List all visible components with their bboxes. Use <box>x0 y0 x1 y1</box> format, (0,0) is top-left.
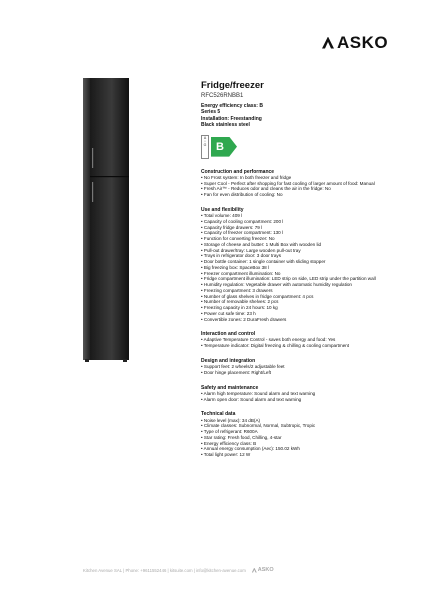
section-list <box>201 418 401 458</box>
section-construction <box>201 169 401 198</box>
list-item: • Annual energy consumption (Aec): 150.02 kWh <box>201 446 300 452</box>
product-details <box>201 80 401 458</box>
list-item: • Alarm high temperature: Sound alarm and text warning <box>201 390 316 396</box>
section-list <box>201 391 401 403</box>
footer-contact-text: Kitchen Avenue SAL | Phone: +9611552446 | kitsuite.com | info@kitchen-avenue.com <box>83 567 246 573</box>
section-list <box>201 213 401 322</box>
section-list <box>201 175 401 198</box>
section-interaction-control <box>201 331 401 349</box>
energy-scale-top: A <box>203 135 207 140</box>
list-item: • Climate classes: Subnormal, Normal, Subtropic, Tropic <box>201 423 316 429</box>
page-footer <box>83 567 393 573</box>
list-item: • Temperature indicator: Digital freezing & chilling & cooling compartment <box>201 343 350 349</box>
highlight-item: Energy efficiency class: B <box>201 103 263 109</box>
list-item: • Number of removable shelves: 2 pcs <box>201 299 279 305</box>
list-item: • Number of glass shelves in fridge compartment: 4 pcs <box>201 293 314 299</box>
highlight-item: Series 5 <box>201 109 221 116</box>
section-list <box>201 364 401 376</box>
energy-label <box>201 135 401 159</box>
footer-brand-logo <box>252 567 274 573</box>
energy-rating-arrow-icon <box>211 137 237 157</box>
footer-brand-name: ASKO <box>257 567 274 573</box>
section-safety-maintenance <box>201 385 401 403</box>
list-item: • Power cut safe time: 23 h <box>201 310 256 316</box>
list-item: • Door hinge placement: Right/Left <box>201 369 272 375</box>
section-design-integration <box>201 358 401 376</box>
list-item: • Freezer compartment illumination: No <box>201 270 281 276</box>
list-item: • Storage of cheese and butter: 1 Multi Box with wooden lid <box>201 241 322 247</box>
energy-rating: B <box>216 140 224 153</box>
list-item: • No Frost system: In both freezer and fridge <box>201 174 292 180</box>
asko-logo-icon <box>322 37 334 49</box>
fridge-product-image <box>83 78 129 362</box>
highlight-item: Black stainless steel <box>201 122 250 129</box>
list-item: • Freezing compartment: 3 drawers <box>201 287 273 293</box>
brand-name: ASKO <box>337 33 389 52</box>
section-technical-data <box>201 411 401 457</box>
list-item: • Function for converting freezer: No <box>201 236 275 242</box>
section-use-flexibility <box>201 207 401 322</box>
list-item: • Energy efficiency class: B <box>201 440 257 446</box>
section-heading: Design and integration <box>201 357 256 364</box>
list-item: • Capacity of freezer compartment: 130 l <box>201 230 284 236</box>
product-model: RFC526RNBB1 <box>201 93 244 99</box>
list-item: • Fridge compartment illumination: LED strip on side, LED strip under the partition wall <box>201 276 376 282</box>
list-item: • Total light power: 12 W <box>201 452 251 458</box>
highlight-item: Installation: Freestanding <box>201 115 262 122</box>
section-heading: Use and flexibility <box>201 206 244 213</box>
list-item: • Humidity regulation: Vegetable drawer with automatic humidity regulation <box>201 282 352 288</box>
list-item: • Adaptive Temperature Control - saves both energy and food: Yes <box>201 337 336 343</box>
section-heading: Safety and maintenance <box>201 384 259 391</box>
list-item: • Type of refrigerant: R600A <box>201 429 258 435</box>
energy-scale-bottom: G <box>203 143 207 148</box>
brand-logo <box>322 34 388 51</box>
section-heading: Technical data <box>201 411 236 418</box>
asko-logo-icon <box>252 568 257 573</box>
list-item: • Trays in refrigerator door: 3 door trays <box>201 253 281 259</box>
list-item: • Capacity fridge drawers: 79 l <box>201 224 263 230</box>
section-heading: Construction and performance <box>201 168 275 175</box>
list-item: • Noise level (max): 34 dB(A) <box>201 417 261 423</box>
list-item: • Freezing capacity in 24 hours: 10 kg <box>201 305 278 311</box>
product-highlights <box>201 103 401 129</box>
list-item: • Support feet: 2 wheels/2 adjustable feet <box>201 364 285 370</box>
section-heading: Interaction and control <box>201 331 256 338</box>
section-list <box>201 337 401 349</box>
list-item: • Star rating: Fresh food, Chilling, 4-star <box>201 434 282 440</box>
list-item: • Pull-out drawer/tray: Large wooden pull-out tray <box>201 247 301 253</box>
energy-scale <box>201 135 209 159</box>
list-item: • Alarm open door: Sound alarm and text warning <box>201 396 302 402</box>
list-item: • Capacity of cooling compartment: 200 l <box>201 218 284 224</box>
scale-arrow-icon: ↓ <box>204 139 206 144</box>
list-item: • Super Cool - Perfect after shopping for fast cooling of larger amount of food: Manual <box>201 180 375 186</box>
list-item: • Fan for even distribution of cooling: No <box>201 192 283 198</box>
list-item: • Fresh Air™ - Reduces odor and cleans the air in the fridge: No <box>201 186 331 192</box>
list-item: • Big freezing box: SpaceBox 38 l <box>201 264 270 270</box>
product-title: Fridge/freezer <box>201 80 264 91</box>
list-item: • Convertible zones: 2 DuraFresh drawers <box>201 316 287 322</box>
list-item: • Door bottle container: 1 single container with sliding stopper <box>201 259 326 265</box>
list-item: • Total volume: 409 l <box>201 213 243 219</box>
